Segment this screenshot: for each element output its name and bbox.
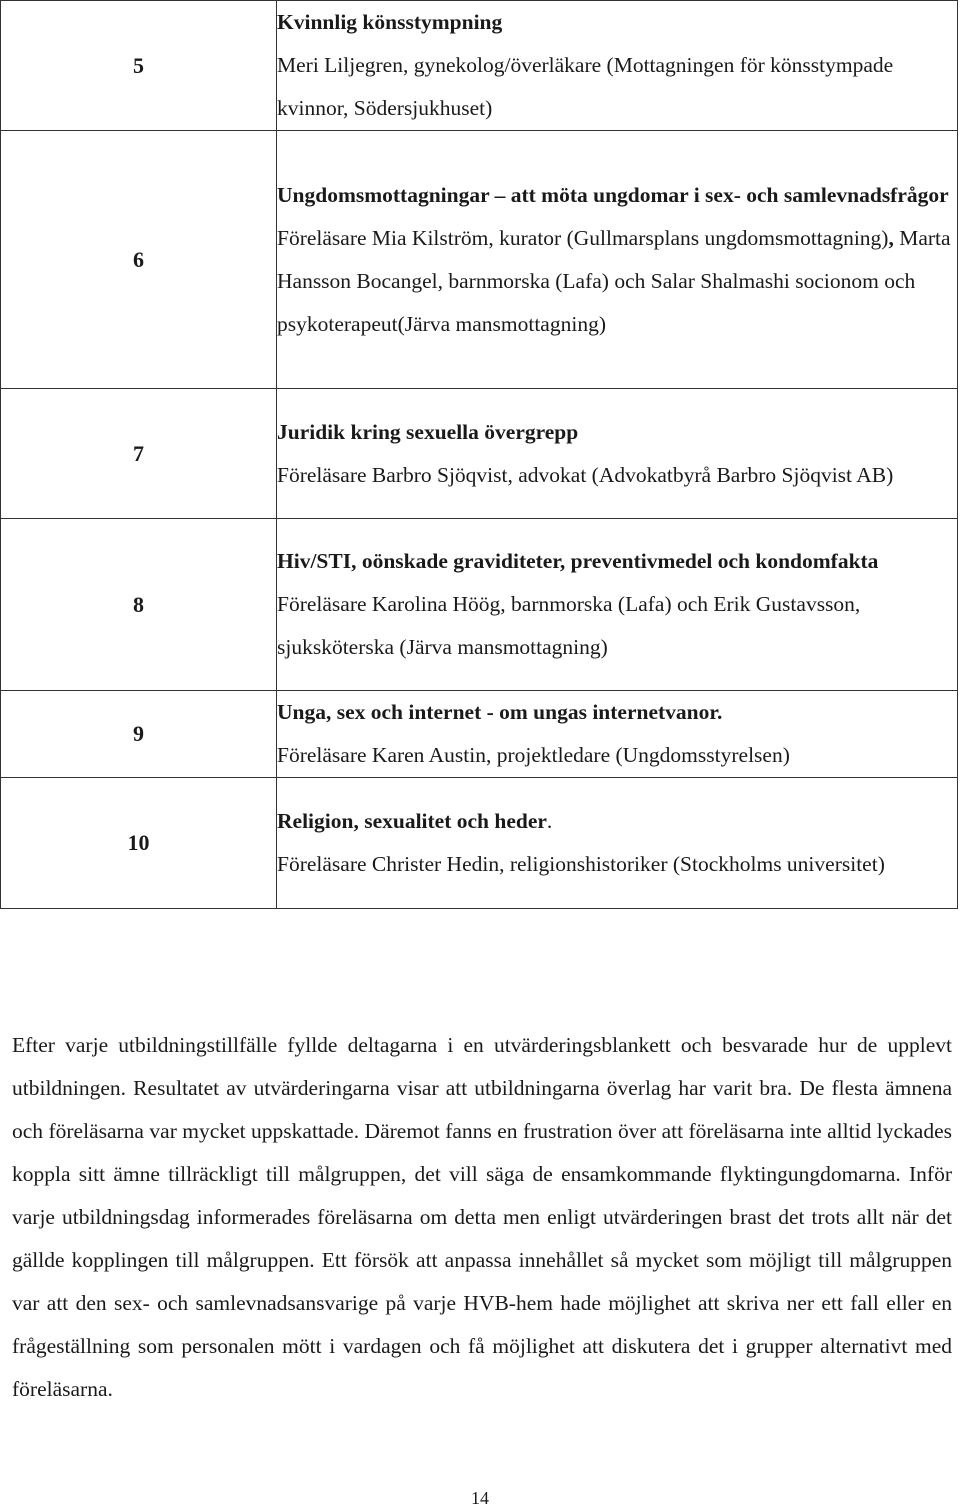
session-topic bbox=[277, 800, 957, 843]
session-topic: Ungdomsmottagningar – att möta ungdomar i sex- och samlevnadsfrågor bbox=[277, 182, 949, 207]
table-row bbox=[1, 691, 958, 778]
session-speaker: Föreläsare Christer Hedin, religionshistoriker (Stockholms universitet) bbox=[277, 852, 885, 876]
session-number: 7 bbox=[1, 389, 277, 519]
session-speaker: Föreläsare Karolina Höög, barnmorska (Lafa) och Erik Gustavsson, sjuksköterska (Järva mansmottagning) bbox=[277, 592, 861, 659]
speaker-part-1: Föreläsare Mia Kilström, kurator (Gullmarsplans ungdomsmottagning) bbox=[277, 225, 889, 250]
session-number: 5 bbox=[1, 1, 277, 131]
table-row bbox=[1, 1, 958, 131]
session-speaker: Meri Liljegren, gynekolog/överläkare (Mottagningen för könsstympade kvinnor, Södersjukhuset) bbox=[277, 53, 894, 120]
session-topic: Kvinnlig könsstympning bbox=[277, 10, 503, 34]
session-topic: Hiv/STI, oönskade graviditeter, preventivmedel och kondomfakta bbox=[277, 549, 879, 573]
table-row bbox=[1, 778, 958, 909]
session-number: 10 bbox=[1, 778, 277, 909]
evaluation-paragraph: Efter varje utbildningstillfälle fyllde deltagarna i en utvärderingsblankett och besvarade hur de upplevt utbildningen. Resultatet av utvärderingarna visar att utbildningarna överlag har varit bra. De flesta ämnena och föreläsarna var mycket uppskattade. Däremot fanns en frustration över att föreläsarna inte alltid lyckades koppla sitt ämne tillräckligt till målgruppen, det vill säga de ensamkommande flyktingungdomarna. Inför varje utbildningsdag informerades föreläsarna om detta men enligt utvärderingen brast det trots allt när det gällde kopplingen till målgruppen. Ett försök att anpassa innehållet så mycket som möjligt till målgruppen var att den sex- och samlevnadsansvarige på varje HVB-hem hade möjlighet att skriva ner ett fall eller en frågeställning som personalen mött i vardagen och få möjlighet att diskutera det i grupper alternativt med föreläsarna. bbox=[12, 1033, 952, 1401]
session-topic: Juridik kring sexuella övergrepp bbox=[277, 419, 579, 444]
session-description bbox=[277, 691, 958, 778]
session-speaker bbox=[277, 217, 957, 346]
session-description bbox=[277, 778, 958, 909]
session-description bbox=[277, 389, 958, 519]
session-speaker: Föreläsare Barbro Sjöqvist, advokat (Advokatbyrå Barbro Sjöqvist AB) bbox=[277, 462, 894, 487]
session-topic-text: Religion, sexualitet och heder bbox=[277, 809, 547, 833]
table-row bbox=[1, 389, 958, 519]
page-number: 14 bbox=[471, 1488, 489, 1508]
table-row bbox=[1, 519, 958, 691]
session-number: 6 bbox=[1, 131, 277, 389]
table-row bbox=[1, 131, 958, 389]
session-topic: Unga, sex och internet - om ungas internetvanor. bbox=[277, 700, 723, 724]
session-description bbox=[277, 1, 958, 131]
speaker-part-2: Marta Hansson Bocangel, barnmorska (Lafa) och Salar Shalmashi socionom och psykoterapeut(Järva mansmottagning) bbox=[277, 225, 951, 336]
session-description bbox=[277, 519, 958, 691]
speaker-separator: , bbox=[888, 225, 894, 250]
session-speaker: Föreläsare Karen Austin, projektledare (Ungdomsstyrelsen) bbox=[277, 743, 790, 767]
session-description bbox=[277, 131, 958, 389]
session-topic-suffix: . bbox=[546, 809, 553, 833]
session-number: 9 bbox=[1, 691, 277, 778]
session-number: 8 bbox=[1, 519, 277, 691]
